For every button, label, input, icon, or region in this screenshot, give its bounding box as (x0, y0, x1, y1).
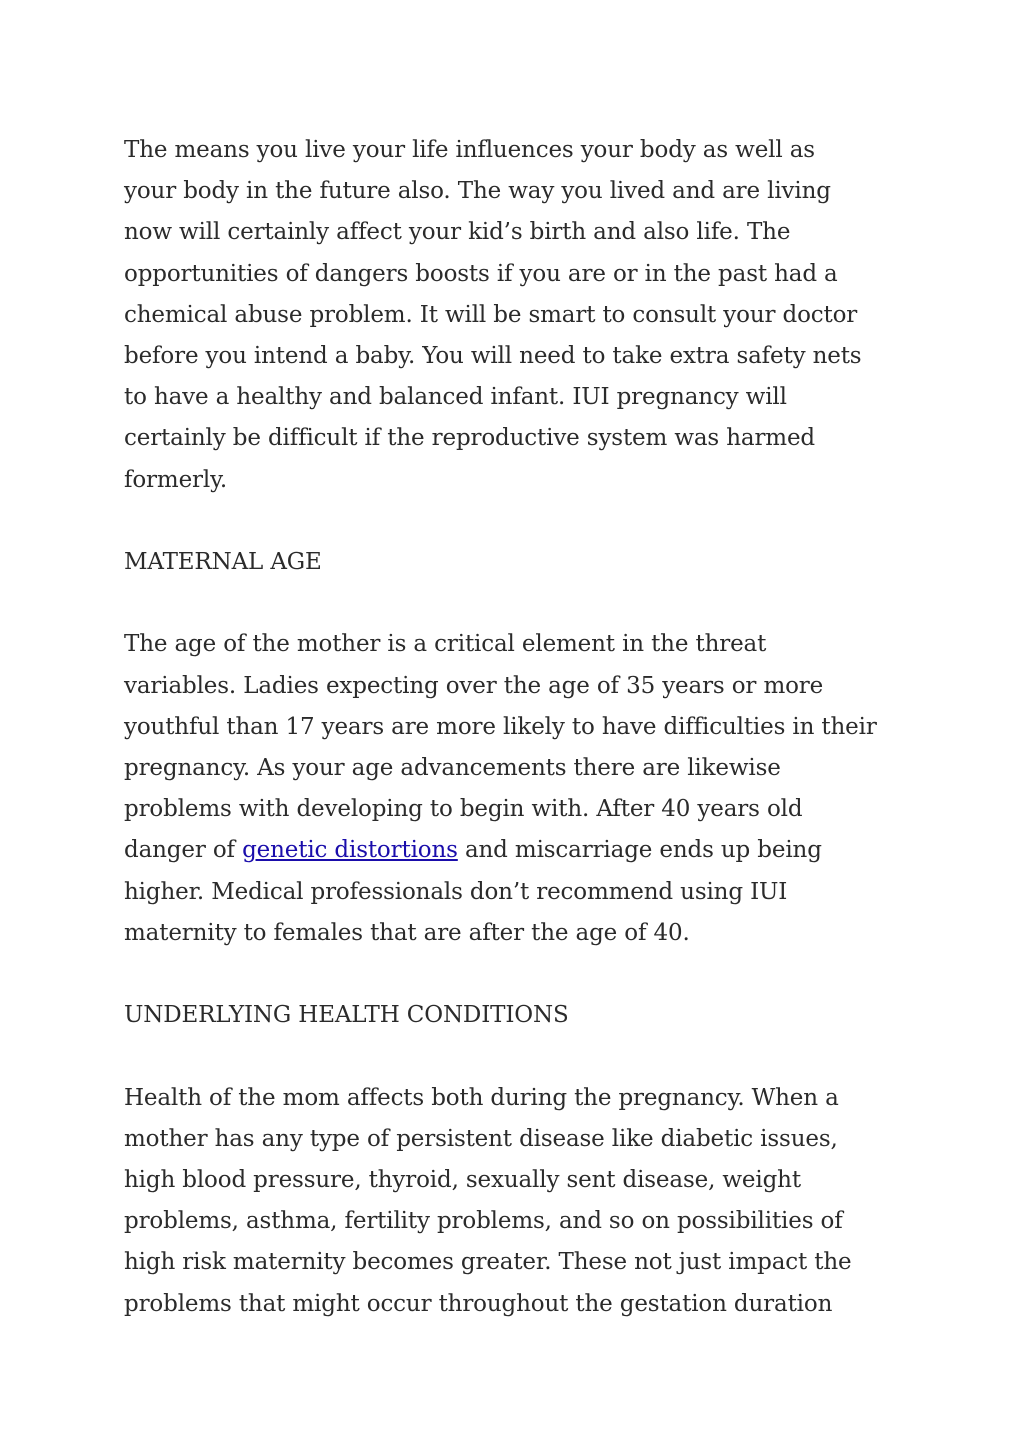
text-line: high blood pressure, thyroid, sexually sent disease, weight (124, 1167, 801, 1194)
section-heading-underlying-health: UNDERLYING HEALTH CONDITIONS (124, 1002, 569, 1029)
text-line: to have a healthy and balanced infant. IUI pregnancy will (124, 384, 787, 411)
text-line: before you intend a baby. You will need to take extra safety nets (124, 343, 862, 370)
paragraph-underlying-health (124, 1078, 914, 1325)
article-body (124, 130, 914, 1366)
text-line: formerly. (124, 466, 228, 493)
text-line: The means you live your life influences your body as well as (124, 137, 815, 163)
text-line: problems with developing to begin with. After 40 years old (124, 796, 803, 823)
link-prefix-text: danger of (124, 837, 243, 864)
text-line: maternity to females that are after the age of 40. (124, 919, 690, 946)
text-line: certainly be difficult if the reproductive system was harmed (124, 425, 815, 452)
genetic-distortions-link[interactable]: genetic distortions (242, 837, 458, 864)
text-line: your body in the future also. The way you lived and are living (124, 178, 831, 205)
text-line: higher. Medical professionals don’t recommend using IUI (124, 878, 788, 905)
text-line: The age of the mother is a critical element in the threat (124, 631, 767, 658)
text-line: chemical abuse problem. It will be smart to consult your doctor (124, 301, 858, 328)
text-line: variables. Ladies expecting over the age of 35 years or more (124, 672, 824, 699)
text-line: now will certainly affect your kid’s birth and also life. The (124, 219, 791, 246)
text-line: youthful than 17 years are more likely to have difficulties in their (124, 713, 877, 740)
section-heading-maternal-age: MATERNAL AGE (124, 549, 322, 576)
link-suffix-text: and miscarriage ends up being (457, 837, 822, 864)
text-line: opportunities of dangers boosts if you are or in the past had a (124, 260, 838, 287)
text-line: high risk maternity becomes greater. These not just impact the (124, 1249, 852, 1276)
text-line: problems, asthma, fertility problems, and so on possibilities of (124, 1208, 843, 1235)
text-line: problems that might occur throughout the gestation duration (124, 1290, 833, 1317)
text-line: mother has any type of persistent disease like diabetic issues, (124, 1125, 838, 1152)
text-line: pregnancy. As your age advancements there are likewise (124, 755, 781, 782)
paragraph-lifestyle (124, 130, 914, 501)
text-line-with-link (124, 830, 914, 871)
text-line: Health of the mom affects both during the pregnancy. When a (124, 1084, 839, 1111)
paragraph-maternal-age (124, 624, 914, 954)
